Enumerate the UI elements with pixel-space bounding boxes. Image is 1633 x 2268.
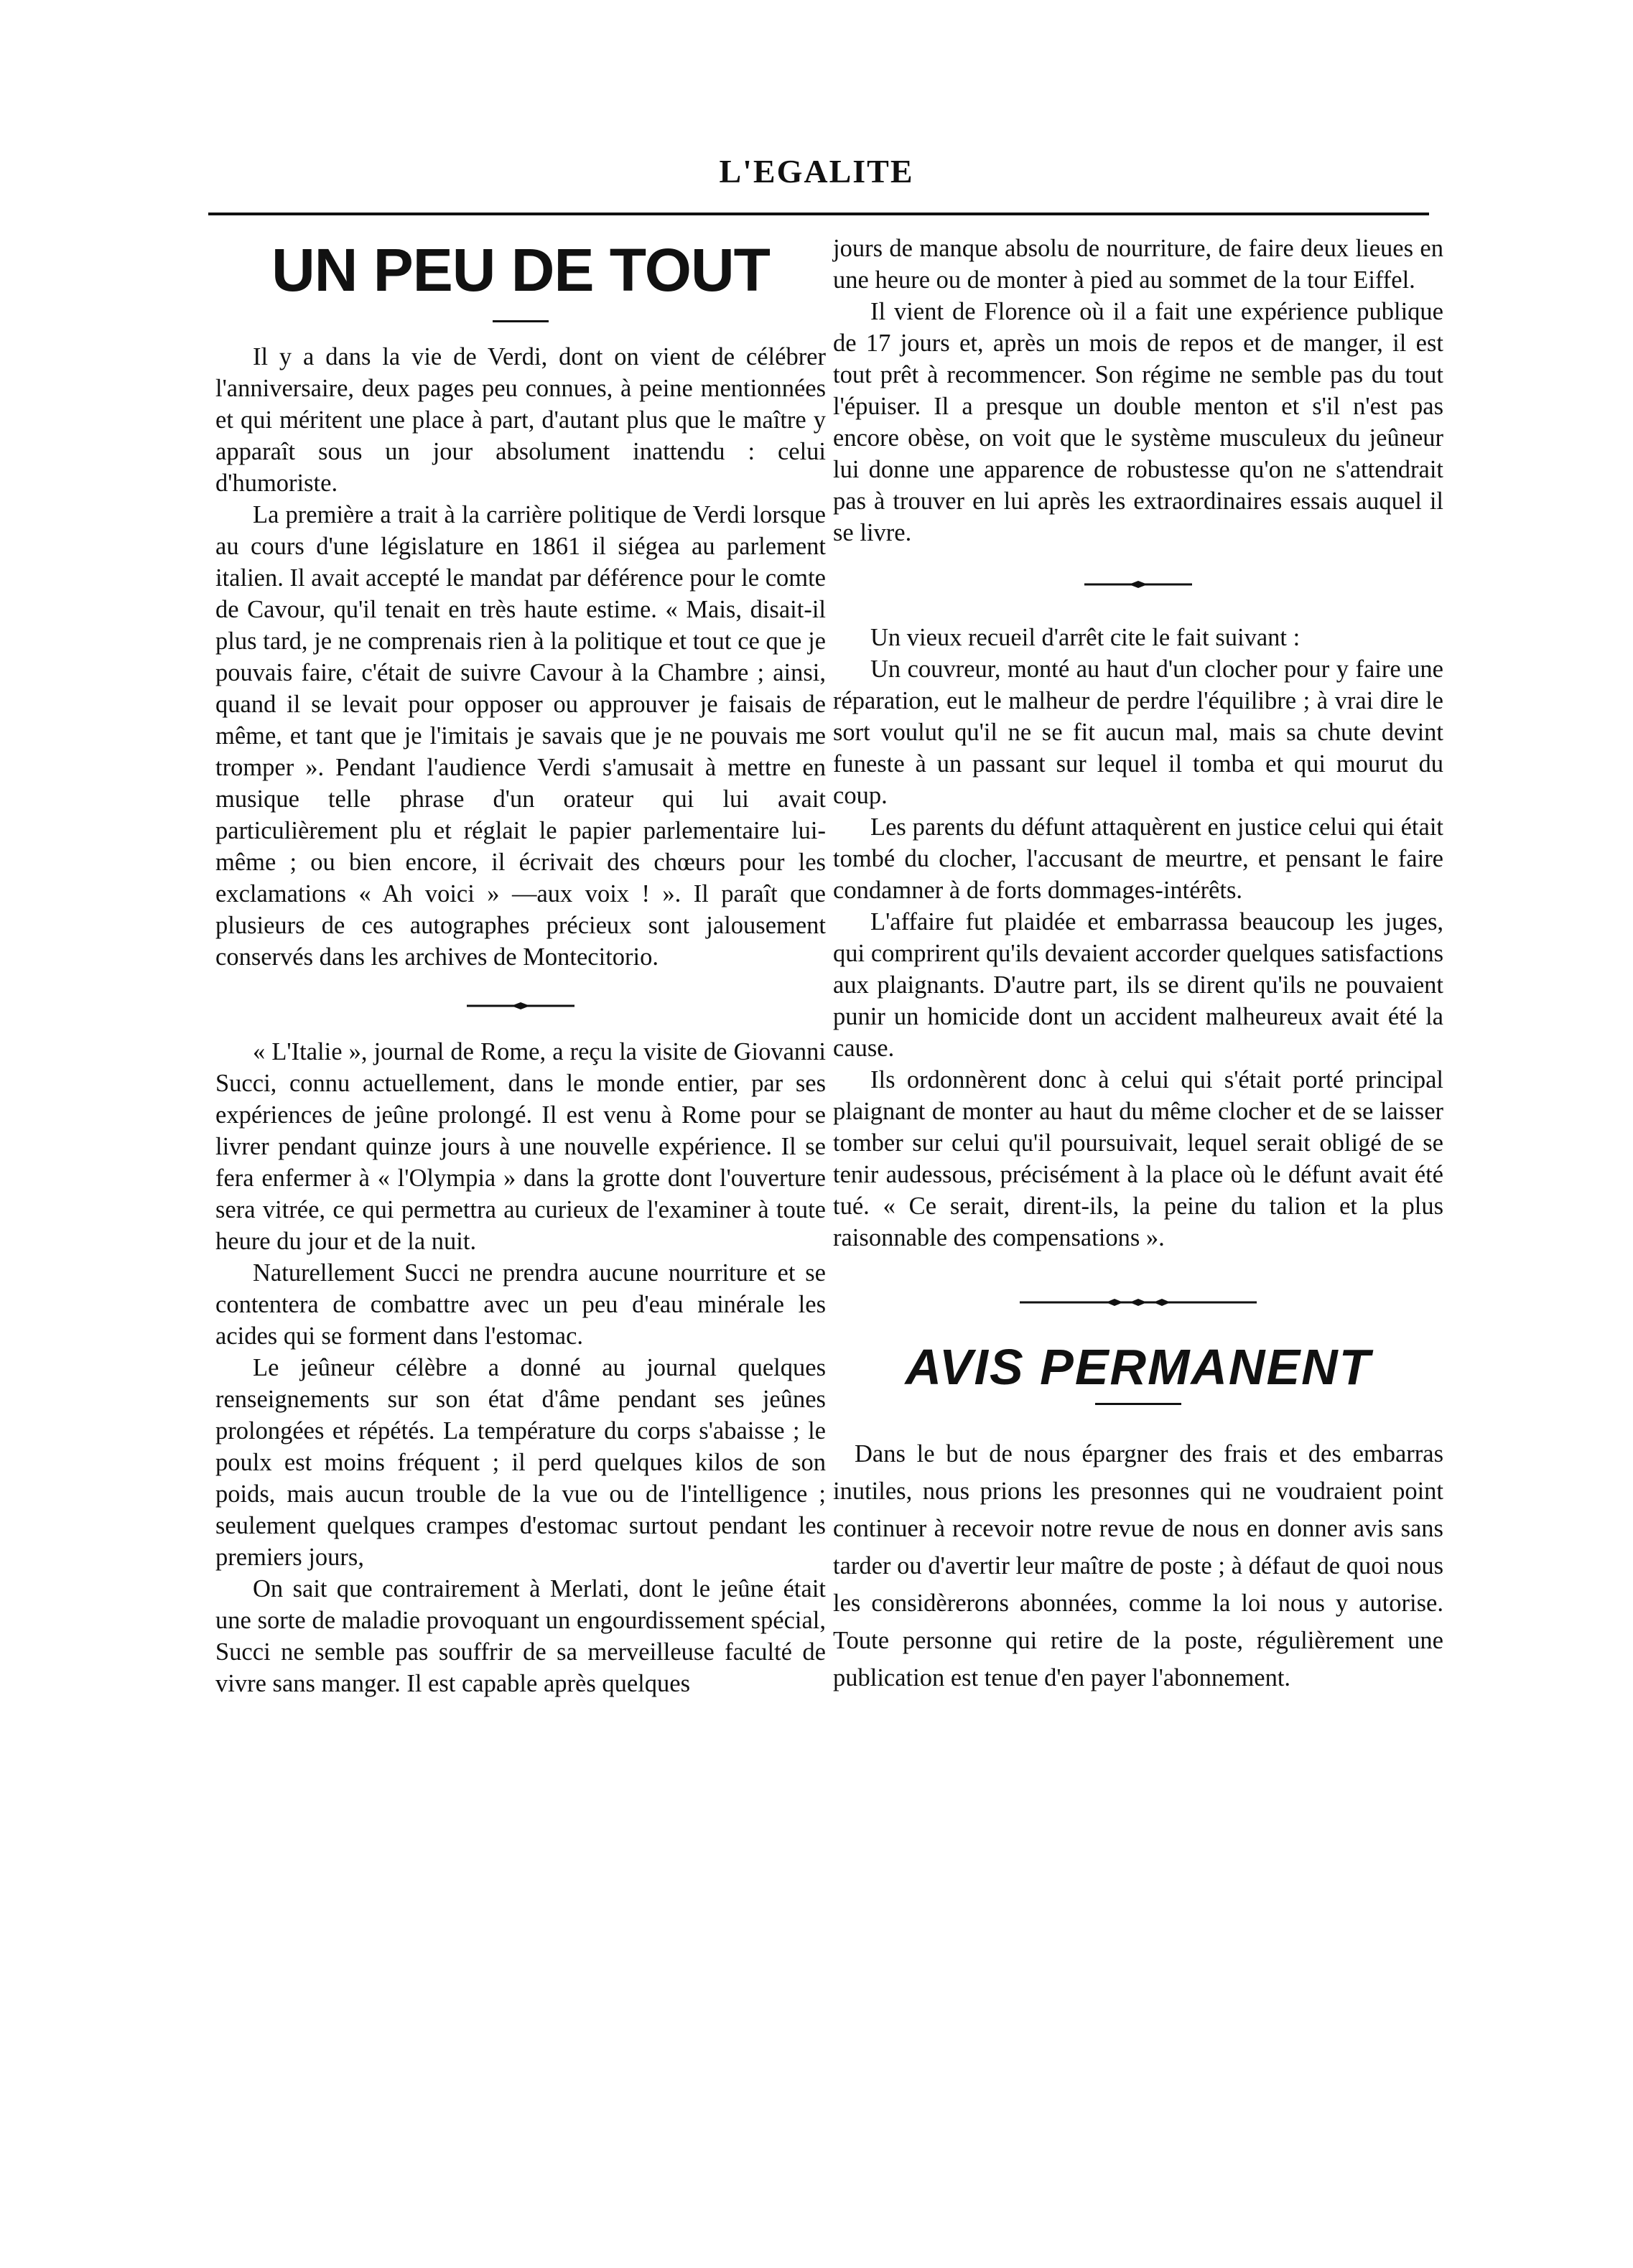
paragraph: jours de manque absolu de nourriture, de faire deux lieues en une heure ou de monter à pied au sommet de la tour Eiffel. <box>833 235 1443 294</box>
article-succi-continued <box>833 233 1443 549</box>
paragraph: Il y a dans la vie de Verdi, dont on vient de célébrer l'anniversaire, deux pages peu connues, à peine mentionnées et qui méritent une place à part, d'autant plus que le maître y apparaît sous un jour absolument inattendu : celui d'humoriste. <box>215 343 826 497</box>
paragraph: Ils ordonnèrent donc à celui qui s'était porté principal plaignant de monter au haut du même clocher et de se laisser tomber sur celui qu'il poursuivait, lequel serait obligé de se tenir audessous, précisément à la place où le défunt avait été tué. « Ce serait, dirent-ils, la peine du talion et la plus raisonnable des compensations ». <box>833 1066 1443 1251</box>
paragraph: Le jeûneur célèbre a donné au journal quelques renseignements sur son état d'âme pendant ses jeûnes prolongées et répétés. La température du corps s'abaisse ; le poulx est moins fréquent ; il perd quelques kilos de son poids, mais aucun trouble de la vue ou de l'intelligence ; seulement quelques crampes d'estomac surtout pendant les premiers jours, <box>215 1354 826 1571</box>
paragraph: On sait que contrairement à Merlati, dont le jeûne était une sorte de maladie provoquant un engourdissement spécial, Succi ne semble pas souffrir de sa merveilleuse faculté de vivre sans manger. Il est capable après quelques <box>215 1575 826 1697</box>
paragraph: L'affaire fut plaidée et embarrassa beaucoup les juges, qui comprirent qu'ils devaient accorder quelques satisfactions aux plaignants. D'autre part, ils se dirent qu'ils ne pouvaient punir un homicide dont un accident malheureux avait été la cause. <box>833 908 1443 1062</box>
title-rule <box>493 320 549 322</box>
article-succi <box>215 1036 826 1699</box>
paragraph: La première a trait à la carrière politique de Verdi lorsque au cours d'une législature en 1861 il siégea au parlement italien. Il avait accepté le mandat par déférence pour le comte de Cavour, qu'il tenait en très haute estime. « Mais, disait-il plus tard, je ne comprenais rien à la politique et tout ce que je pouvais faire, c'était de suivre Cavour à la Chambre ; ainsi, quand il se levait pour opposer ou approuver je faisais de même, et tant que je l'imitais je savais que je ne pouvais me tromper ». Pendant l'audience Verdi s'amusait à mettre en musique telle phrase d'un orateur qui lui avait particulièrement plu et réglait le papier parlementaire lui-même ; ou bien encore, il écrivait des chœurs pour les exclamations « Ah voici » —aux voix ! ». Il paraît que plusieurs de ces autographes précieux sont jalousement conservés dans les archives de Montecitorio. <box>215 501 826 971</box>
running-head: L'EGALITE <box>719 153 914 190</box>
paragraph: Naturellement Succi ne prendra aucune nourriture et se contentera de combattre avec un peu d'eau minérale les acides qui se forment dans l'estomac. <box>215 1259 826 1350</box>
header-rule <box>208 213 1429 215</box>
section-title-un-peu-de-tout: UN PEU DE TOUT <box>271 236 770 304</box>
article-couvreur <box>833 622 1443 1254</box>
article-verdi <box>215 341 826 973</box>
section-title-avis-permanent: AVIS PERMANENT <box>905 1339 1372 1395</box>
paragraph: Dans le but de nous épargner des frais et des embarras inutiles, nous prions les presonnes qui ne voudraient point continuer à recevoir notre revue de nous en donner avis sans tarder ou d'avertir leur maître de poste ; à défaut de quoi nous les considèrerons abonnées, comme la loi nous y autorise. Toute personne qui retire de la poste, régulièrement une publication est tenue d'en payer l'abonnement. <box>833 1440 1443 1691</box>
paragraph: Un couvreur, monté au haut d'un clocher pour y faire une réparation, eut le malheur de perdre l'équilibre ; à vrai dire le sort voulut qu'il ne se fit aucun mal, mais sa chute devint funeste à un passant sur lequel il tomba et qui mourut du coup. <box>833 655 1443 809</box>
paragraph: Un vieux recueil d'arrêt cite le fait suivant : <box>870 624 1301 651</box>
right-column <box>833 223 1443 1697</box>
paragraph: « L'Italie », journal de Rome, a reçu la visite de Giovanni Succi, connu actuellement, dans le monde entier, par ses expériences de jeûne prolongé. Il est venu à Rome pour se livrer pendant quinze jours à une nouvelle expérience. Il se fera enfermer à « l'Olympia » dans la grotte dont l'ouverture sera vitrée, ce qui permettra au curieux de l'examiner à toute heure du jour et de la nuit. <box>215 1038 826 1255</box>
separator-ornament <box>467 999 574 1013</box>
paragraph: Les parents du défunt attaquèrent en justice celui qui était tombé du clocher, l'accusant de meurtre, et pensant le faire condamner à de forts dommages-intérêts. <box>833 813 1443 904</box>
separator-ornament <box>1084 577 1192 592</box>
notice-avis-permanent <box>833 1337 1443 1697</box>
title-rule <box>1095 1403 1181 1405</box>
paragraph: Il vient de Florence où il a fait une expérience publique de 17 jours et, après un mois de repos et de manger, il est tout prêt à recommencer. Son régime ne semble pas du tout l'épuiser. Il a presque un double menton et s'il n'est pas encore obèse, on voit que le système musculeux du jeûneur lui donne une apparence de robustesse qu'on ne s'attendrait pas à trouver en lui après les extraordinaires essais auquel il se livre. <box>833 298 1443 546</box>
separator-ornament-triple <box>1020 1295 1257 1310</box>
left-column <box>215 223 826 1699</box>
